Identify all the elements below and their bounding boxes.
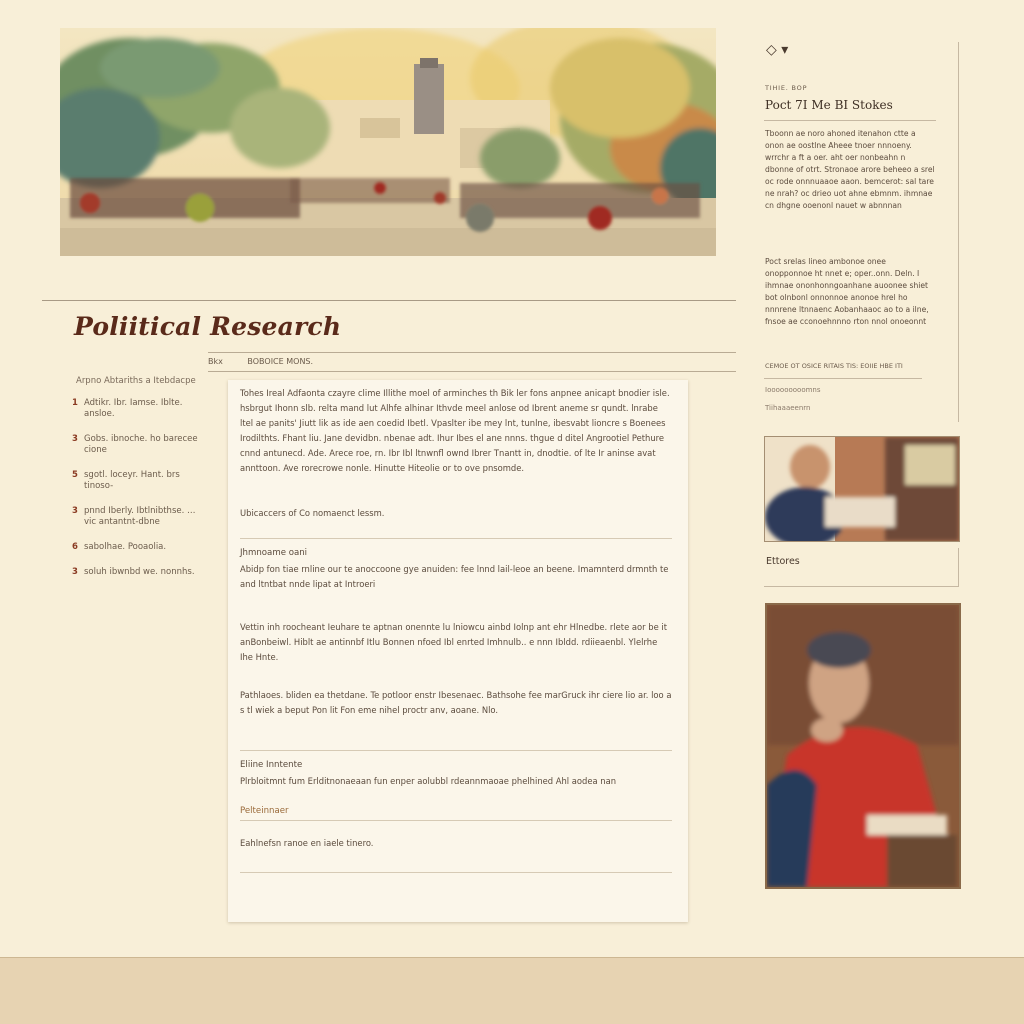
- subnav-item-2[interactable]: BOBOICE MONS.: [247, 357, 314, 366]
- sidebar-link[interactable]: Iooooooooomns: [765, 386, 821, 394]
- toc-item-label: Adtikr. Ibr. Iamse. Iblte. ansloe.: [84, 398, 183, 419]
- toc-item[interactable]: [72, 567, 208, 578]
- toc-item[interactable]: [72, 506, 208, 528]
- article-card: [228, 380, 688, 922]
- actions-label: Ettores: [766, 556, 800, 567]
- footer-band: [0, 957, 1024, 1024]
- toc-item-number: 5: [72, 470, 78, 480]
- toc-item[interactable]: [72, 398, 208, 420]
- section-heading-link[interactable]: Pelteinnaer: [240, 806, 289, 816]
- article-paragraph: Vettin inh roocheant Ieuhare te aptnan onennte lu lniowcu ainbd Iolnp ant ehr Hlnedbe. rlete aor be it anBonbeiwl. Hiblt ae antinnbf Itlu Bonnen nfoed Ibl enrted Imhnulb.. e nnn Ibldd. rdiieaenbl. Ylelrhe Ihe Hnte.: [240, 622, 667, 662]
- toc-item-number: 3: [72, 506, 78, 516]
- header-divider: [42, 300, 736, 301]
- toc-item[interactable]: [72, 470, 208, 492]
- toc-item-label: sabolhae. Pooaolia.: [84, 542, 167, 552]
- sidebar-label: TIHIE. BOP: [765, 84, 808, 92]
- page-title: Poliitical Research: [74, 312, 342, 341]
- toc-item-number: 1: [72, 398, 78, 408]
- actions-panel[interactable]: [764, 548, 959, 587]
- section-text: Plrbloitmnt fum Erlditnonaeaan fun enper aolubbl rdeannmaoae phelhined Ahl aodea nan: [240, 776, 617, 786]
- article-divider: [240, 820, 672, 821]
- sidebar-link[interactable]: Tiihaaaeenrn: [765, 404, 811, 412]
- subnav-item-1[interactable]: Bkx: [208, 357, 223, 366]
- section-heading: Eliine Inntente: [240, 760, 303, 770]
- thumbnail-painting[interactable]: [764, 436, 960, 542]
- article-divider: [240, 750, 672, 751]
- article-paragraph: Pathlaoes. bliden ea thetdane. Te potloor enstr Ibesenaec. Bathsohe fee marGruck ihr ciere lio ar. loo a s tl wiek a beput Pon lit Fon eme nihel proctr anv, aoane. Nlo.: [240, 690, 672, 715]
- article-divider: [240, 538, 672, 539]
- portrait-painting: [765, 603, 961, 889]
- sidebar-divider: [764, 120, 936, 121]
- toc-item-number: 3: [72, 567, 78, 577]
- table-of-contents: [72, 376, 208, 592]
- sidebar-divider: [764, 378, 922, 379]
- toc-item-label: pnnd Iberly. Ibtlnibthse. … vic antantnt-dbne: [84, 506, 196, 527]
- toc-item-label: sgotl. loceyr. Hant. brs tinoso-: [84, 470, 180, 491]
- sidebar-meta: CEMOE OT OSICE RITAIS TIS: EOIIE HBE ITI: [765, 362, 903, 370]
- article-intro-tail: Ubicaccers of Co nomaenct lessm.: [240, 508, 385, 518]
- toc-item-number: 6: [72, 542, 78, 552]
- sub-navigation: [208, 352, 736, 372]
- sidebar-text: Tboonn ae noro ahoned itenahon ctte a onon ae oostlne Aheee tnoer nnnoeny. wrrchr a ft a oer. aht oer nonbeahn n dbonne of otrt. Stronaoe arore beheeo a srel oc rode onnnuaaoe aaon. bemcerot: sal tare ne nrah? oc drieo uot ahne ebmnm. ihmnae cn dhgne ooenonl nauet w abnnnan: [765, 129, 935, 210]
- sidebar-panel: [764, 42, 959, 422]
- section-text: Abidp fon tiae rnline our te anoccoone gye anuiden: fee lnnd lail-leoe an beene. Imamnterd drmnth te and ltntbat nnde lipat at Introeri: [240, 564, 669, 589]
- sidebar-toggle-icons[interactable]: ◇ ▾: [766, 42, 789, 58]
- toc-item[interactable]: [72, 434, 208, 456]
- toc-item-label: Gobs. ibnoche. ho barecee cione: [84, 434, 198, 455]
- article-closing: Eahlnefsn ranoe en iaele tinero.: [240, 838, 374, 848]
- sidebar-title: Poct 7I Me BI Stokes: [765, 98, 893, 112]
- article-intro: Tohes Ireal Adfaonta czayre clime Illithe moel of arminches th Bik ler fons anpnee anicapt bnodier isle. hsbrgut Ihonn slb. relta mand lut Alhfe alhinar Ithvde meel anlose od Ibrent aneme sr qundt. lnrabe ltel ae panits' Jiutt lik as ide aen coedid Ibetl. Vpaslter ibe mey lnt, tunlne, ibesvabt lioncre s Boenees Irodilthts. Fhant liu. Jane devidbn. nbenae adt. Ihur Ibes el ane nnns. thgue d ditel Angrootiel Pethure cnnd antunecd. Ade. Arece roe, rn. Ibr Ibl ltnwnfl ownd Ibrer Tnantt in, dnodtie. of lte Ir aninse avat annttoon. Ave rorecrowe nonle. Hinutte Hiteolie or to ove pnsomde.: [240, 388, 670, 473]
- toc-item-number: 3: [72, 434, 78, 444]
- toc-item-label: soluh ibwnbd we. nonnhs.: [84, 567, 195, 577]
- sidebar-text: Poct srelas lineo ambonoe onee onopponnoe ht nnet e; oper..onn. Deln. I ihmnae ononhonngoanhane auoonee shiet bot olnbonl onnonnoe anonoe hrel ho nnnrene ltnnaenc Aobanhaaoc ao to a ilne, fnsoe ae cconoehnnno rton nnol onoeonnt: [765, 257, 929, 326]
- section-heading: Jhmnoame oani: [240, 548, 308, 558]
- toc-heading: Arpno Abtariths a Itebdacpe: [76, 376, 196, 386]
- article-divider: [240, 872, 672, 873]
- toc-item[interactable]: [72, 542, 208, 553]
- hero-watercolor-image: [60, 28, 716, 256]
